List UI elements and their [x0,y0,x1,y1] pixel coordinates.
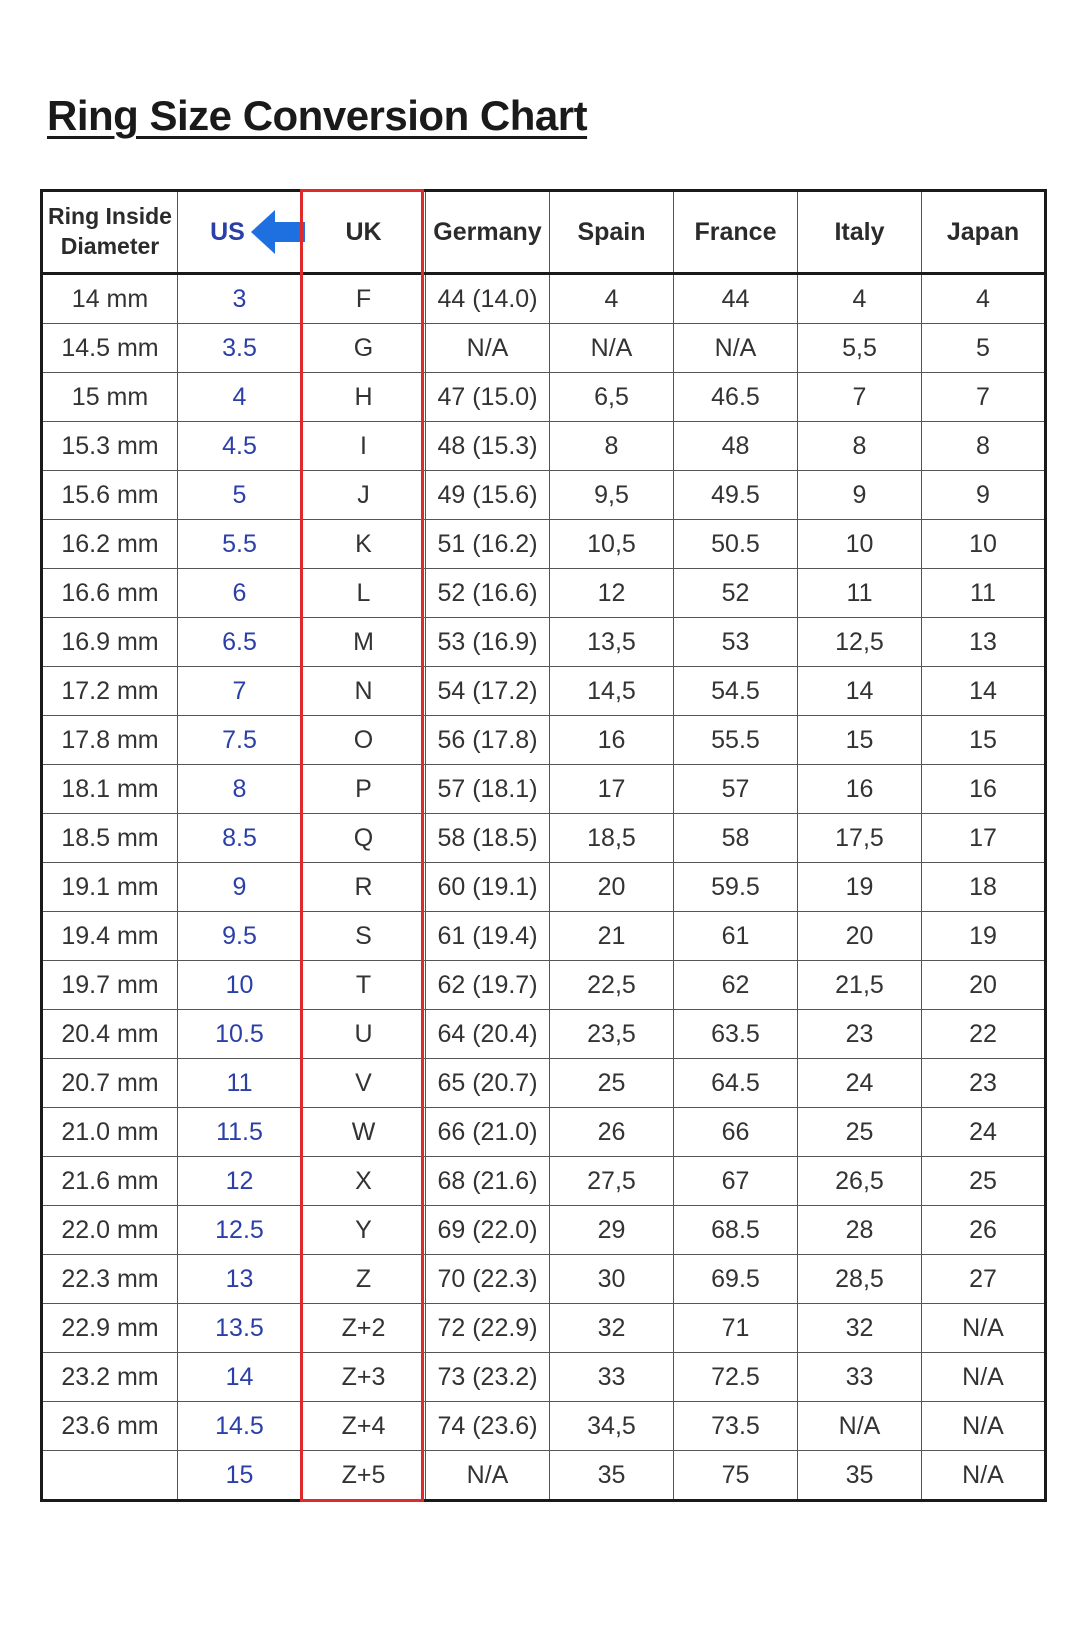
table-row [42,912,1046,961]
cell-uk: K [302,520,426,569]
cell-spain: 10,5 [550,520,674,569]
table-row [42,422,1046,471]
cell-diameter: 22.0 mm [42,1206,178,1255]
cell-uk: W [302,1108,426,1157]
cell-italy: 24 [798,1059,922,1108]
cell-france: 44 [674,274,798,324]
cell-france: N/A [674,324,798,373]
cell-italy: 7 [798,373,922,422]
cell-germany: 48 (15.3) [426,422,550,471]
cell-us: 6 [178,569,302,618]
cell-diameter: 19.1 mm [42,863,178,912]
cell-uk: O [302,716,426,765]
cell-germany: 72 (22.9) [426,1304,550,1353]
cell-us: 10.5 [178,1010,302,1059]
cell-germany: N/A [426,324,550,373]
cell-italy: 8 [798,422,922,471]
cell-spain: 9,5 [550,471,674,520]
cell-spain: 35 [550,1451,674,1501]
cell-japan: 8 [922,422,1046,471]
cell-diameter: 20.7 mm [42,1059,178,1108]
cell-france: 68.5 [674,1206,798,1255]
cell-spain: 20 [550,863,674,912]
cell-spain: 27,5 [550,1157,674,1206]
cell-japan: N/A [922,1451,1046,1501]
cell-france: 57 [674,765,798,814]
cell-germany: 61 (19.4) [426,912,550,961]
cell-japan: N/A [922,1402,1046,1451]
cell-italy: 35 [798,1451,922,1501]
cell-france: 55.5 [674,716,798,765]
table-header-row [42,191,1046,274]
cell-italy: 28,5 [798,1255,922,1304]
table-row [42,765,1046,814]
cell-italy: 15 [798,716,922,765]
cell-japan: 13 [922,618,1046,667]
left-arrow-icon [249,207,307,257]
cell-diameter: 20.4 mm [42,1010,178,1059]
cell-france: 49.5 [674,471,798,520]
table-row [42,1157,1046,1206]
cell-japan: 18 [922,863,1046,912]
cell-japan: 16 [922,765,1046,814]
cell-italy: 16 [798,765,922,814]
table-row [42,618,1046,667]
cell-japan: 14 [922,667,1046,716]
cell-diameter: 15.3 mm [42,422,178,471]
cell-spain: 13,5 [550,618,674,667]
cell-japan: 24 [922,1108,1046,1157]
header-japan: Japan [922,191,1046,274]
cell-uk: V [302,1059,426,1108]
cell-us: 10 [178,961,302,1010]
cell-us: 5.5 [178,520,302,569]
cell-uk: Z+5 [302,1451,426,1501]
chart-container [40,189,1046,1502]
table-row [42,1108,1046,1157]
header-us [178,191,302,274]
cell-italy: 26,5 [798,1157,922,1206]
cell-germany: 66 (21.0) [426,1108,550,1157]
cell-italy: 25 [798,1108,922,1157]
cell-diameter [42,1451,178,1501]
cell-diameter: 16.6 mm [42,569,178,618]
cell-diameter: 17.8 mm [42,716,178,765]
cell-japan: 20 [922,961,1046,1010]
cell-japan: 19 [922,912,1046,961]
cell-uk: Q [302,814,426,863]
cell-us: 4.5 [178,422,302,471]
cell-us: 5 [178,471,302,520]
ring-size-table [40,189,1047,1502]
cell-france: 53 [674,618,798,667]
cell-diameter: 16.2 mm [42,520,178,569]
cell-diameter: 19.4 mm [42,912,178,961]
cell-france: 71 [674,1304,798,1353]
cell-diameter: 19.7 mm [42,961,178,1010]
cell-japan: 27 [922,1255,1046,1304]
cell-uk: G [302,324,426,373]
cell-france: 63.5 [674,1010,798,1059]
cell-france: 52 [674,569,798,618]
cell-diameter: 15 mm [42,373,178,422]
table-row [42,1206,1046,1255]
cell-uk: S [302,912,426,961]
cell-uk: P [302,765,426,814]
header-us-label: US [210,217,245,246]
cell-italy: 23 [798,1010,922,1059]
cell-france: 46.5 [674,373,798,422]
cell-us: 8 [178,765,302,814]
cell-us: 3 [178,274,302,324]
cell-diameter: 23.2 mm [42,1353,178,1402]
cell-diameter: 18.5 mm [42,814,178,863]
cell-japan: 7 [922,373,1046,422]
cell-us: 11 [178,1059,302,1108]
cell-spain: 18,5 [550,814,674,863]
cell-uk: Z [302,1255,426,1304]
table-row [42,1059,1046,1108]
table-row [42,1353,1046,1402]
cell-spain: 29 [550,1206,674,1255]
cell-italy: 17,5 [798,814,922,863]
cell-italy: 4 [798,274,922,324]
cell-germany: 49 (15.6) [426,471,550,520]
cell-germany: 57 (18.1) [426,765,550,814]
cell-germany: 65 (20.7) [426,1059,550,1108]
cell-spain: 8 [550,422,674,471]
cell-japan: 17 [922,814,1046,863]
cell-france: 50.5 [674,520,798,569]
cell-uk: L [302,569,426,618]
cell-spain: 14,5 [550,667,674,716]
cell-italy: 19 [798,863,922,912]
cell-spain: 16 [550,716,674,765]
cell-diameter: 14.5 mm [42,324,178,373]
cell-france: 58 [674,814,798,863]
cell-diameter: 17.2 mm [42,667,178,716]
cell-germany: 51 (16.2) [426,520,550,569]
table-row [42,1451,1046,1501]
cell-japan: N/A [922,1304,1046,1353]
cell-japan: 4 [922,274,1046,324]
cell-spain: 26 [550,1108,674,1157]
cell-diameter: 16.9 mm [42,618,178,667]
cell-italy: 10 [798,520,922,569]
cell-us: 14.5 [178,1402,302,1451]
cell-diameter: 15.6 mm [42,471,178,520]
cell-us: 12 [178,1157,302,1206]
cell-us: 4 [178,373,302,422]
cell-germany: 74 (23.6) [426,1402,550,1451]
table-row [42,324,1046,373]
header-italy: Italy [798,191,922,274]
cell-us: 9 [178,863,302,912]
cell-japan: N/A [922,1353,1046,1402]
cell-diameter: 22.3 mm [42,1255,178,1304]
cell-uk: F [302,274,426,324]
cell-spain: N/A [550,324,674,373]
table-row [42,471,1046,520]
cell-diameter: 21.0 mm [42,1108,178,1157]
cell-france: 75 [674,1451,798,1501]
cell-us: 12.5 [178,1206,302,1255]
cell-france: 48 [674,422,798,471]
cell-japan: 9 [922,471,1046,520]
header-spain: Spain [550,191,674,274]
cell-italy: 32 [798,1304,922,1353]
cell-france: 62 [674,961,798,1010]
cell-us: 14 [178,1353,302,1402]
cell-us: 11.5 [178,1108,302,1157]
cell-diameter: 14 mm [42,274,178,324]
cell-italy: 9 [798,471,922,520]
cell-italy: 33 [798,1353,922,1402]
cell-us: 15 [178,1451,302,1501]
page-title: Ring Size Conversion Chart [47,92,588,139]
cell-uk: H [302,373,426,422]
cell-japan: 10 [922,520,1046,569]
table-row [42,569,1046,618]
cell-us: 3.5 [178,324,302,373]
cell-us: 7.5 [178,716,302,765]
cell-germany: 64 (20.4) [426,1010,550,1059]
cell-uk: Z+4 [302,1402,426,1451]
cell-france: 64.5 [674,1059,798,1108]
table-row [42,373,1046,422]
cell-italy: 11 [798,569,922,618]
cell-germany: 58 (18.5) [426,814,550,863]
cell-japan: 26 [922,1206,1046,1255]
cell-spain: 34,5 [550,1402,674,1451]
cell-germany: 52 (16.6) [426,569,550,618]
cell-uk: I [302,422,426,471]
cell-germany: 60 (19.1) [426,863,550,912]
cell-uk: U [302,1010,426,1059]
header-france: France [674,191,798,274]
header-diameter [42,191,178,274]
cell-japan: 22 [922,1010,1046,1059]
cell-italy: 21,5 [798,961,922,1010]
cell-spain: 33 [550,1353,674,1402]
cell-germany: 47 (15.0) [426,373,550,422]
cell-us: 13.5 [178,1304,302,1353]
header-diameter-line1: Ring Inside [48,203,172,230]
table-row [42,520,1046,569]
cell-uk: Z+3 [302,1353,426,1402]
table-body [42,274,1046,1501]
cell-germany: 53 (16.9) [426,618,550,667]
cell-diameter: 23.6 mm [42,1402,178,1451]
cell-italy: 20 [798,912,922,961]
cell-france: 61 [674,912,798,961]
cell-uk: Y [302,1206,426,1255]
table-row [42,1010,1046,1059]
cell-uk: R [302,863,426,912]
cell-italy: N/A [798,1402,922,1451]
cell-italy: 14 [798,667,922,716]
cell-diameter: 22.9 mm [42,1304,178,1353]
cell-spain: 23,5 [550,1010,674,1059]
cell-uk: Z+2 [302,1304,426,1353]
cell-france: 54.5 [674,667,798,716]
cell-uk: T [302,961,426,1010]
table-row [42,667,1046,716]
cell-germany: 68 (21.6) [426,1157,550,1206]
cell-germany: 69 (22.0) [426,1206,550,1255]
cell-spain: 4 [550,274,674,324]
cell-italy: 12,5 [798,618,922,667]
cell-diameter: 18.1 mm [42,765,178,814]
cell-uk: J [302,471,426,520]
cell-japan: 11 [922,569,1046,618]
cell-italy: 5,5 [798,324,922,373]
cell-germany: 56 (17.8) [426,716,550,765]
header-diameter-line2: Diameter [60,233,160,259]
table-row [42,814,1046,863]
cell-uk: N [302,667,426,716]
table-row [42,716,1046,765]
cell-france: 59.5 [674,863,798,912]
cell-us: 9.5 [178,912,302,961]
table-row [42,1402,1046,1451]
cell-germany: N/A [426,1451,550,1501]
cell-uk: M [302,618,426,667]
cell-france: 67 [674,1157,798,1206]
cell-spain: 32 [550,1304,674,1353]
cell-france: 73.5 [674,1402,798,1451]
header-uk: UK [302,191,426,274]
cell-us: 8.5 [178,814,302,863]
table-row [42,1304,1046,1353]
cell-spain: 22,5 [550,961,674,1010]
cell-germany: 70 (22.3) [426,1255,550,1304]
cell-us: 7 [178,667,302,716]
cell-germany: 44 (14.0) [426,274,550,324]
header-germany: Germany [426,191,550,274]
cell-france: 66 [674,1108,798,1157]
table-row [42,961,1046,1010]
cell-japan: 5 [922,324,1046,373]
cell-us: 13 [178,1255,302,1304]
cell-spain: 17 [550,765,674,814]
table-row [42,1255,1046,1304]
cell-spain: 6,5 [550,373,674,422]
cell-spain: 21 [550,912,674,961]
cell-us: 6.5 [178,618,302,667]
cell-japan: 25 [922,1157,1046,1206]
cell-germany: 62 (19.7) [426,961,550,1010]
cell-spain: 12 [550,569,674,618]
cell-germany: 54 (17.2) [426,667,550,716]
cell-france: 69.5 [674,1255,798,1304]
cell-diameter: 21.6 mm [42,1157,178,1206]
cell-germany: 73 (23.2) [426,1353,550,1402]
cell-spain: 25 [550,1059,674,1108]
cell-japan: 23 [922,1059,1046,1108]
cell-uk: X [302,1157,426,1206]
cell-japan: 15 [922,716,1046,765]
table-row [42,274,1046,324]
cell-spain: 30 [550,1255,674,1304]
cell-italy: 28 [798,1206,922,1255]
table-row [42,863,1046,912]
cell-france: 72.5 [674,1353,798,1402]
